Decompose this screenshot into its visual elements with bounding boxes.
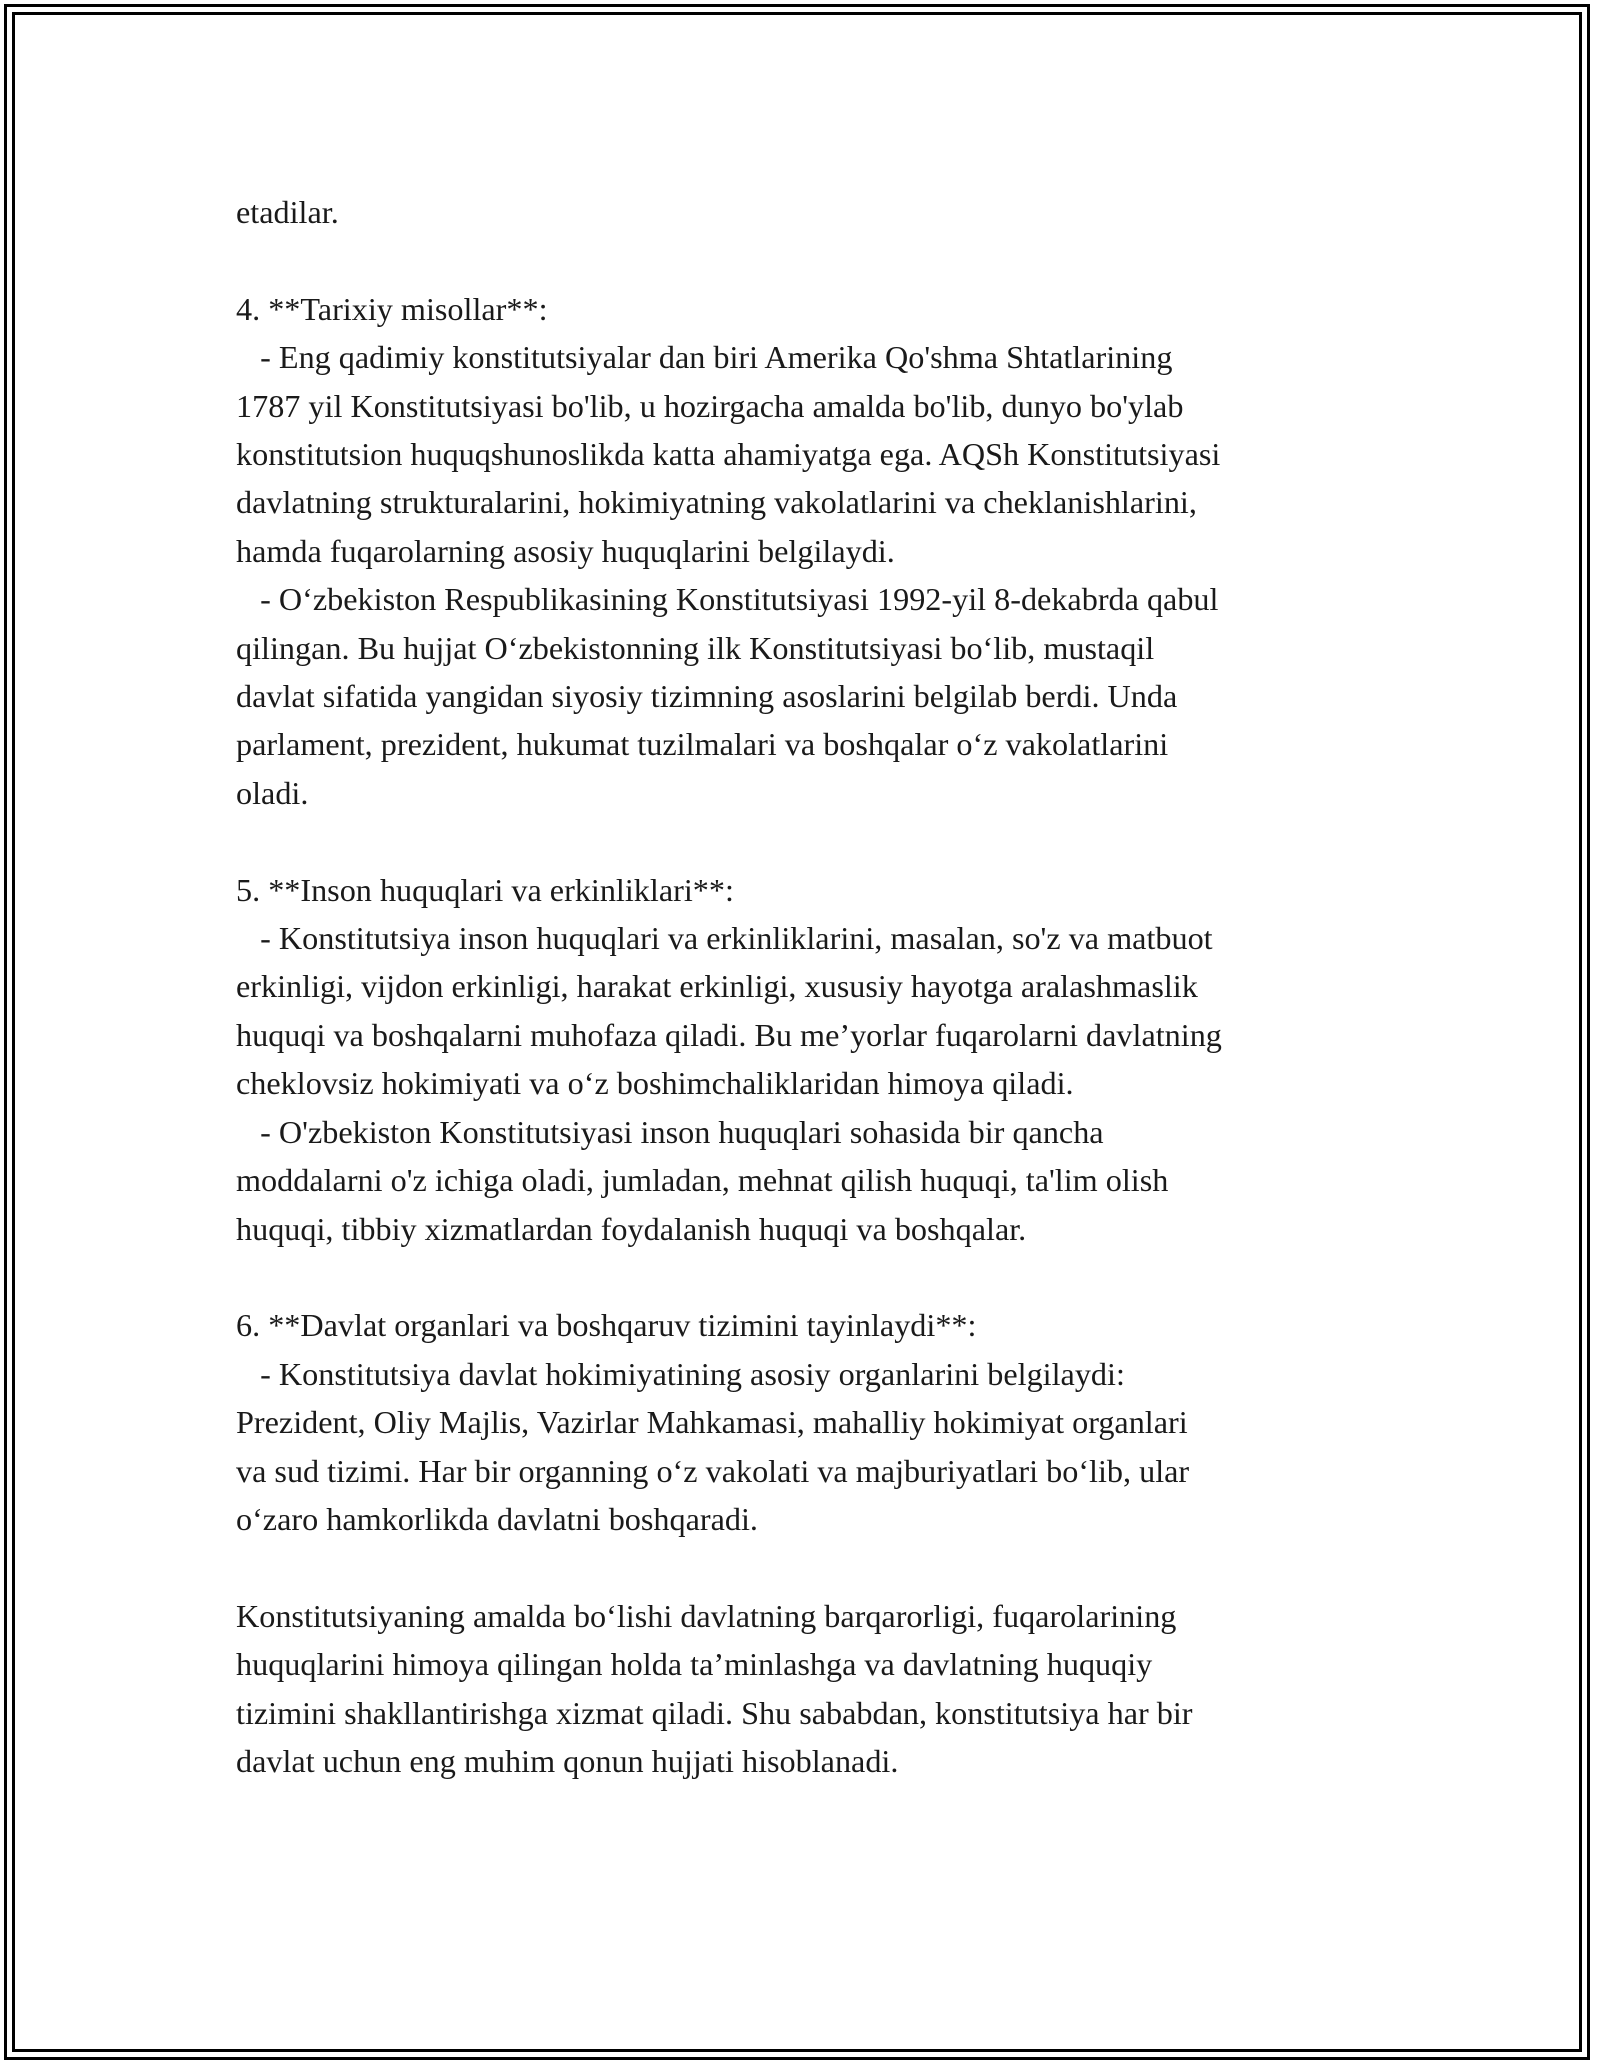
- document-body: [236, 188, 1376, 1785]
- text-line: tizimini shakllantirishga xizmat qiladi. Shu sababdan, konstitutsiya har bir: [236, 1694, 1193, 1731]
- text-line: oladi.: [236, 774, 309, 811]
- text-line: davlat uchun eng muhim qonun hujjati hisoblanadi.: [236, 1742, 899, 1779]
- text-line: - Oʻzbekiston Respublikasining Konstitutsiyasi 1992-yil 8-dekabrda qabul: [236, 581, 1219, 618]
- text-line: - Eng qadimiy konstitutsiyalar dan biri Amerika Qo'shma Shtatlarining: [236, 339, 1173, 376]
- text-line: cheklovsiz hokimiyati va oʻz boshimchaliklaridan himoya qiladi.: [236, 1065, 1074, 1102]
- text-line: huquqi, tibbiy xizmatlardan foydalanish huquqi va boshqalar.: [236, 1210, 1027, 1247]
- text-line: - O'zbekiston Konstitutsiyasi inson huquqlari sohasida bir qancha: [236, 1113, 1104, 1150]
- text-line: Konstitutsiyaning amalda boʻlishi davlatning barqarorligi, fuqarolarining: [236, 1597, 1177, 1634]
- text-line: etadilar.: [236, 194, 339, 230]
- section-heading: 4. **Tarixiy misollar**:: [236, 290, 548, 327]
- section-heading: 5. **Inson huquqlari va erkinliklari**:: [236, 871, 734, 908]
- text-line: 1787 yil Konstitutsiyasi bo'lib, u hozirgacha amalda bo'lib, dunyo bo'ylab: [236, 387, 1184, 424]
- text-line: va sud tizimi. Har bir organning oʻz vakolati va majburiyatlari boʻlib, ular: [236, 1452, 1190, 1489]
- text-line: oʻzaro hamkorlikda davlatni boshqaradi.: [236, 1500, 758, 1537]
- blank-line: [236, 1543, 1376, 1591]
- text-line: hamda fuqarolarning asosiy huquqlarini belgilaydi.: [236, 532, 895, 569]
- text-line: erkinligi, vijdon erkinligi, harakat erkinligi, xususiy hayotga aralashmaslik: [236, 968, 1198, 1005]
- blank-line: [236, 236, 1376, 284]
- blank-line: [236, 1253, 1376, 1301]
- text-line: - Konstitutsiya inson huquqlari va erkinliklarini, masalan, so'z va matbuot: [236, 920, 1213, 957]
- text-line: huquqlarini himoya qilingan holda ta’minlashga va davlatning huquqiy: [236, 1646, 1153, 1683]
- text-line: - Konstitutsiya davlat hokimiyatining asosiy organlarini belgilaydi:: [236, 1355, 1125, 1392]
- text-line: davlat sifatida yangidan siyosiy tizimning asoslarini belgilab berdi. Unda: [236, 678, 1178, 715]
- text-line: davlatning strukturalarini, hokimiyatning vakolatlarini va cheklanishlarini,: [236, 484, 1197, 521]
- text-line: huquqi va boshqalarni muhofaza qiladi. Bu me’yorlar fuqarolarni davlatning: [236, 1016, 1222, 1053]
- text-line: konstitutsion huquqshunoslikda katta ahamiyatga ega. AQSh Konstitutsiyasi: [236, 436, 1221, 473]
- blank-line: [236, 817, 1376, 865]
- text-line: parlament, prezident, hukumat tuzilmalari va boshqalar oʻz vakolatlarini: [236, 726, 1169, 763]
- text-line: Prezident, Oliy Majlis, Vazirlar Mahkamasi, mahalliy hokimiyat organlari: [236, 1404, 1188, 1441]
- text-line: moddalarni o'z ichiga oladi, jumladan, mehnat qilish huquqi, ta'lim olish: [236, 1162, 1169, 1199]
- text-line: qilingan. Bu hujjat Oʻzbekistonning ilk Konstitutsiyasi boʻlib, mustaqil: [236, 629, 1155, 666]
- section-heading: 6. **Davlat organlari va boshqaruv tizimini tayinlaydi**:: [236, 1307, 977, 1344]
